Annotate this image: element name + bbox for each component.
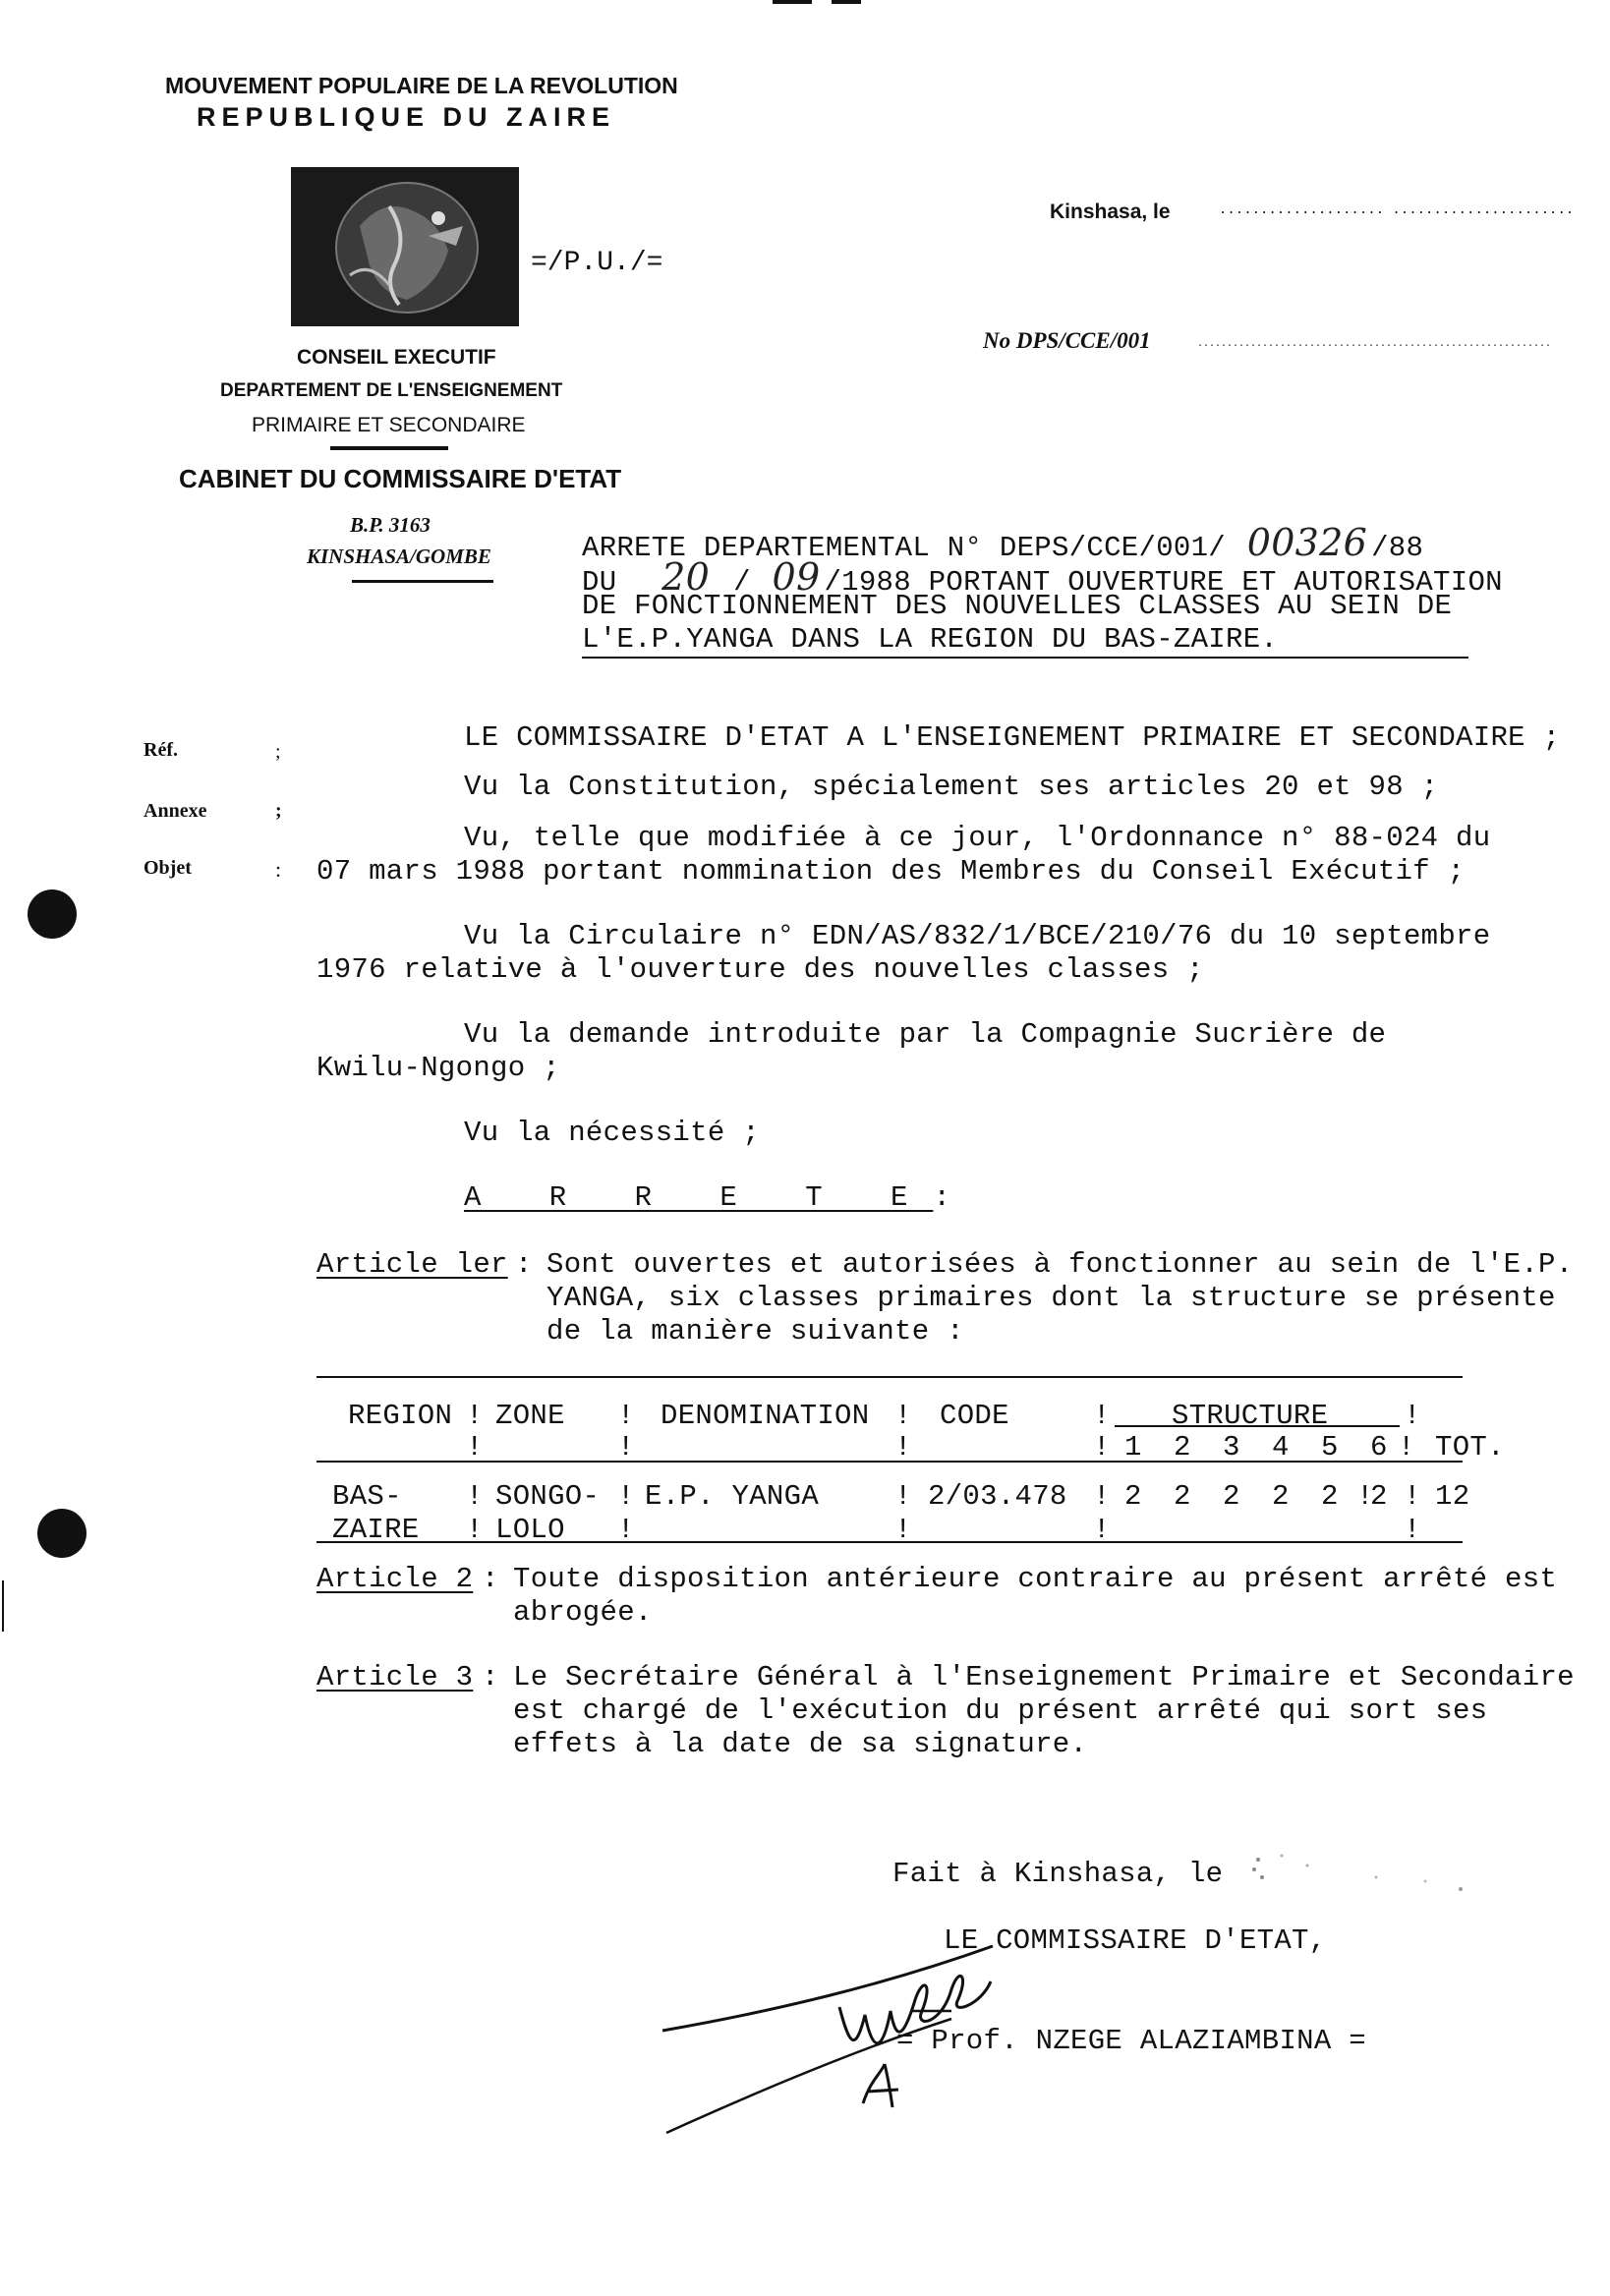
column-separator: ! <box>617 1431 635 1464</box>
header-total: TOT. <box>1435 1431 1505 1464</box>
row-zone-line-2: LOLO <box>495 1514 565 1546</box>
article-1-separator: : <box>515 1248 533 1281</box>
row-grade-6: 2 <box>1370 1480 1388 1513</box>
decree-title-line-3: DE FONCTIONNEMENT DES NOUVELLES CLASSES AU SEIN DE <box>582 590 1453 622</box>
emblem-icon <box>291 167 519 326</box>
column-separator: ! <box>1093 1431 1111 1464</box>
decree-number-suffix: /88 <box>1371 532 1424 564</box>
emblem-suffix: =/P.U./= <box>531 248 663 278</box>
column-separator: ! <box>617 1514 635 1546</box>
article-3-label: Article 3 <box>316 1661 474 1693</box>
row-grade-4: 2 <box>1272 1480 1290 1513</box>
city-name: KINSHASA/GOMBE <box>307 545 491 568</box>
decree-number-prefix: ARRETE DEPARTEMENTAL N° DEPS/CCE/001/ <box>582 532 1227 564</box>
faint-stamp-marks <box>1238 1848 1474 1907</box>
signatory-name: = Prof. NZEGE ALAZIAMBINA = <box>896 2025 1366 2057</box>
decree-number: 00326 <box>1246 521 1368 564</box>
column-separator: ! <box>1404 1480 1421 1513</box>
whereas-request-line-1: Vu la demande introduite par la Compagnie Sucrière de <box>464 1018 1387 1051</box>
reference-number-label: No DPS/CCE/001 <box>983 328 1151 353</box>
row-code: 2/03.478 <box>928 1480 1067 1513</box>
signature <box>657 1887 1069 2143</box>
column-separator: ! <box>1404 1400 1421 1432</box>
whereas-necessity: Vu la nécessité ; <box>464 1117 760 1149</box>
header-structure: STRUCTURE <box>1172 1400 1329 1432</box>
title-underline <box>582 657 1468 659</box>
ref-separator: ; <box>275 741 281 763</box>
column-separator: ! <box>894 1480 912 1513</box>
place-date-label: Kinshasa, le <box>1050 201 1171 223</box>
column-separator: ! <box>1093 1480 1111 1513</box>
column-separator: ! <box>466 1431 484 1464</box>
column-separator: ! <box>1356 1480 1374 1513</box>
decree-date-suffix: /1988 PORTANT OUVERTURE ET AUTORISATION <box>824 566 1503 599</box>
whereas-ordinance-line-1: Vu, telle que modifiée à ce jour, l'Ordonnance n° 88-024 du <box>464 822 1491 854</box>
article-2-line-2: abrogée. <box>513 1596 653 1629</box>
header-grade-2: 2 <box>1174 1431 1191 1464</box>
row-zone-line-1: SONGO- <box>495 1480 601 1513</box>
objet-label: Objet <box>144 857 192 879</box>
commissioner-heading: LE COMMISSAIRE D'ETAT A L'ENSEIGNEMENT PRIMAIRE ET SECONDAIRE ; <box>464 721 1561 754</box>
decrees-word: A R R E T E <box>464 1181 934 1214</box>
table-top-rule <box>316 1376 1463 1378</box>
header-divider <box>330 446 448 450</box>
decree-title-line-4: L'E.P.YANGA DANS LA REGION DU BAS-ZAIRE. <box>582 623 1279 656</box>
header-code: CODE <box>940 1400 1009 1432</box>
row-grade-3: 2 <box>1223 1480 1240 1513</box>
column-separator: ! <box>894 1400 912 1432</box>
article-3-line-1: Le Secrétaire Général à l'Enseignement Primaire et Secondaire <box>513 1661 1575 1693</box>
decrees-heading <box>464 1181 950 1214</box>
po-box: B.P. 3163 <box>350 513 431 537</box>
decree-day: 20 <box>661 555 711 599</box>
row-total: 12 <box>1435 1480 1470 1513</box>
row-grade-1: 2 <box>1124 1480 1142 1513</box>
national-emblem <box>291 167 519 326</box>
column-separator: ! <box>894 1431 912 1464</box>
republic-name: REPUBLIQUE DU ZAIRE <box>197 102 616 132</box>
column-separator: ! <box>466 1400 484 1432</box>
whereas-request-line-2: Kwilu-Ngongo ; <box>316 1052 560 1084</box>
header-grade-1: 1 <box>1124 1431 1142 1464</box>
column-separator: ! <box>617 1400 635 1432</box>
decrees-colon: : <box>933 1181 951 1214</box>
scan-mark-edge <box>2 1580 4 1632</box>
signatory-role: LE COMMISSAIRE D'ETAT, <box>944 1924 1327 1957</box>
article-1-label: Article ler <box>316 1248 508 1281</box>
article-2-label: Article 2 <box>316 1563 474 1595</box>
annexe-separator: ; <box>275 800 282 822</box>
decree-date-slash: / <box>733 566 751 599</box>
column-separator: ! <box>617 1480 635 1513</box>
column-separator: ! <box>894 1514 912 1546</box>
scan-mark-left <box>773 0 812 4</box>
article-2-line-1: Toute disposition antérieure contraire au présent arrêté est <box>513 1563 1558 1595</box>
row-region-line-2: ZAIRE <box>332 1514 420 1546</box>
scan-mark-right <box>832 0 861 4</box>
done-at: Fait à Kinshasa, le <box>892 1858 1224 1890</box>
header-grade-3: 3 <box>1223 1431 1240 1464</box>
article-1-line-1: Sont ouvertes et autorisées à fonctionner au sein de l'E.P. <box>546 1248 1574 1281</box>
table-header-rule <box>316 1461 1463 1463</box>
column-separator: ! <box>466 1480 484 1513</box>
header-grade-5: 5 <box>1321 1431 1339 1464</box>
whereas-circular-line-2: 1976 relative à l'ouverture des nouvelles classes ; <box>316 953 1204 986</box>
article-3-line-2: est chargé de l'exécution du présent arrêté qui sort ses <box>513 1694 1488 1727</box>
column-separator: ! <box>1398 1431 1415 1464</box>
column-separator: ! <box>1093 1514 1111 1546</box>
column-separator: ! <box>466 1514 484 1546</box>
whereas-ordinance-line-2: 07 mars 1988 portant nommination des Membres du Conseil Exécutif ; <box>316 855 1466 888</box>
header-zone: ZONE <box>495 1400 565 1432</box>
decree-month: 09 <box>772 555 821 599</box>
cabinet-name: CABINET DU COMMISSAIRE D'ETAT <box>179 464 622 493</box>
row-grade-5: 2 <box>1321 1480 1339 1513</box>
row-denomination: E.P. YANGA <box>645 1480 820 1513</box>
decree-date-prefix: DU <box>582 566 617 599</box>
header-denomination: DENOMINATION <box>661 1400 870 1432</box>
whereas-constitution: Vu la Constitution, spécialement ses articles 20 et 98 ; <box>464 771 1439 803</box>
column-separator: ! <box>1093 1400 1111 1432</box>
binder-hole-top <box>28 890 77 939</box>
party-name: MOUVEMENT POPULAIRE DE LA REVOLUTION <box>165 73 678 98</box>
header-grade-6: 6 <box>1370 1431 1388 1464</box>
whereas-circular-line-1: Vu la Circulaire n° EDN/AS/832/1/BCE/210/76 du 10 septembre <box>464 920 1491 952</box>
header-region: REGION <box>348 1400 453 1432</box>
article-3-separator: : <box>482 1661 499 1693</box>
annexe-label: Annexe <box>144 800 207 822</box>
table-bottom-rule <box>316 1541 1463 1543</box>
row-region-line-1: BAS- <box>332 1480 402 1513</box>
ref-label: Réf. <box>144 739 178 761</box>
article-1-line-2: YANGA, six classes primaires dont la structure se présente <box>546 1282 1556 1314</box>
department-name: DEPARTEMENT DE L'ENSEIGNEMENT <box>220 380 563 401</box>
reference-number-blank: ............................................................ <box>1197 339 1552 350</box>
article-3-line-3: effets à la date de sa signature. <box>513 1728 1088 1760</box>
row-grade-2: 2 <box>1174 1480 1191 1513</box>
place-date-blank: .................... ...................... <box>1219 202 1575 218</box>
article-2-separator: : <box>482 1563 499 1595</box>
education-level: PRIMAIRE ET SECONDAIRE <box>252 414 526 436</box>
council-name: CONSEIL EXECUTIF <box>297 346 496 369</box>
objet-separator: : <box>275 857 282 882</box>
article-1-line-3: de la manière suivante : <box>546 1315 964 1348</box>
binder-hole-bottom <box>37 1509 86 1558</box>
city-underline <box>352 580 493 583</box>
column-separator: ! <box>1404 1514 1421 1546</box>
header-grade-4: 4 <box>1272 1431 1290 1464</box>
